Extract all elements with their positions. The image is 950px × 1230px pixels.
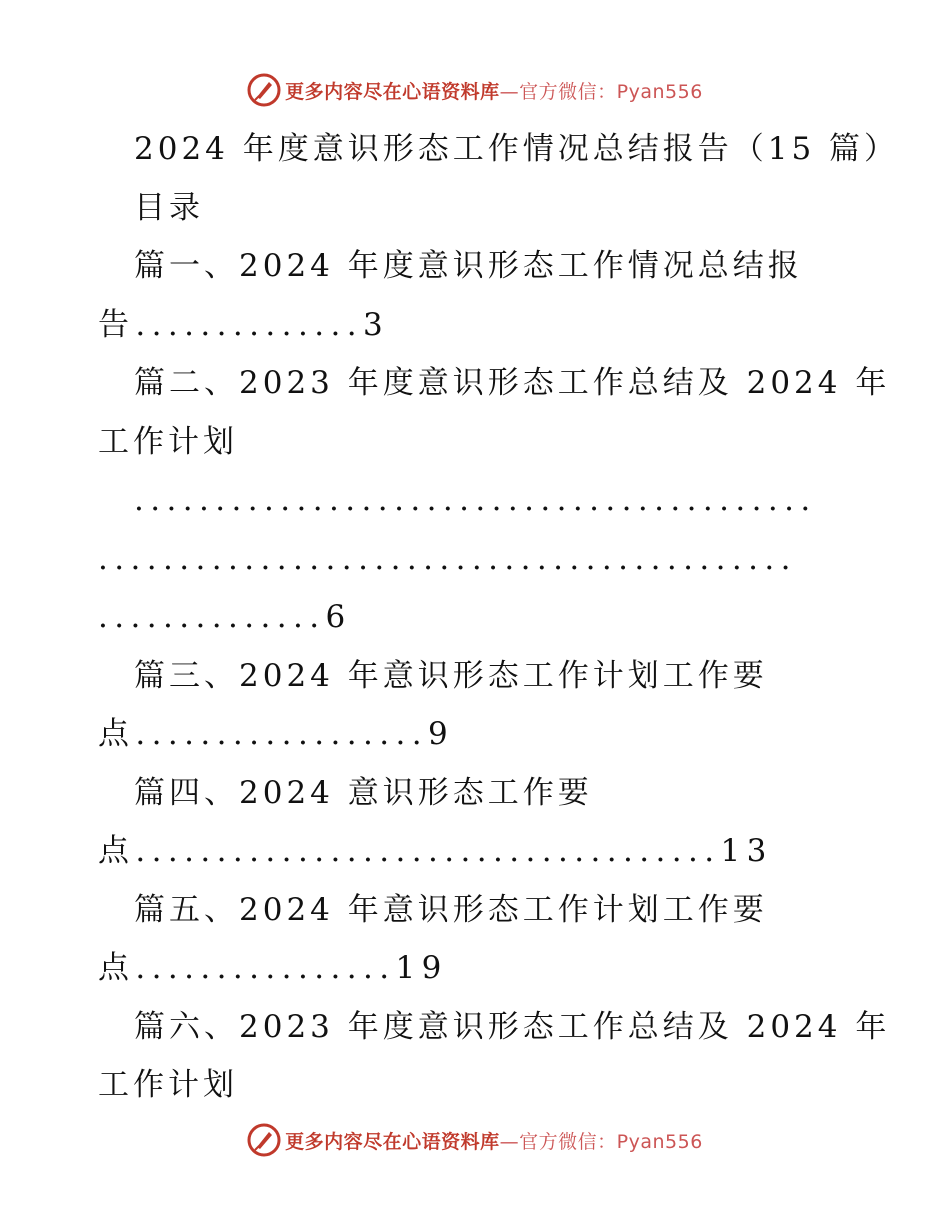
toc-entry-3-page: 点..................9 [98,716,455,752]
toc-entry-2-page: ..............6 [98,599,352,635]
toc-entry-2-leader-1: .......................................... [134,482,817,518]
toc-entry-5-title: 篇五、2024 年意识形态工作计划工作要 [134,891,768,928]
banner-wechat: 官方微信：Pyan556 [519,1130,703,1153]
toc-entry-2-title-cont: 工作计划 [98,423,238,460]
toc-entry-2-leader-2: ........................................... [98,540,797,577]
banner-separator: — [499,1130,520,1153]
quill-pen-logo-icon [247,1123,281,1157]
banner-separator: — [499,80,520,103]
toc-entry-3-title: 篇三、2024 年意识形态工作计划工作要 [134,657,768,694]
banner-main: 更多内容尽在心语资料库 [285,80,500,103]
toc-entry-4-title: 篇四、2024 意识形态工作要 [134,774,593,811]
quill-pen-logo-icon [247,73,281,107]
toc-entry-4-page: 点....................................13 [98,833,773,869]
header-banner [0,70,950,110]
toc-entry-6-title-cont: 工作计划 [98,1067,238,1103]
document-title: 2024 年度意识形态工作情况总结报告（15 篇） [134,131,900,167]
footer-banner [0,1120,950,1160]
document-body [98,120,900,1115]
banner-wechat: 官方微信：Pyan556 [519,80,703,103]
banner-main: 更多内容尽在心语资料库 [285,1130,500,1153]
toc-heading: 目录 [134,189,204,226]
toc-entry-5-page: 点................19 [98,950,448,986]
toc-entry-1-title: 篇一、2024 年度意识形态工作情况总结报 [134,248,803,284]
toc-entry-6-title: 篇六、2023 年度意识形态工作总结及 2024 年 [134,1008,891,1045]
banner-text [285,77,703,104]
banner-text [285,1127,703,1154]
toc-entry-2-title: 篇二、2023 年度意识形态工作总结及 2024 年 [134,365,891,401]
toc-entry-1-page: 告..............3 [98,306,390,343]
